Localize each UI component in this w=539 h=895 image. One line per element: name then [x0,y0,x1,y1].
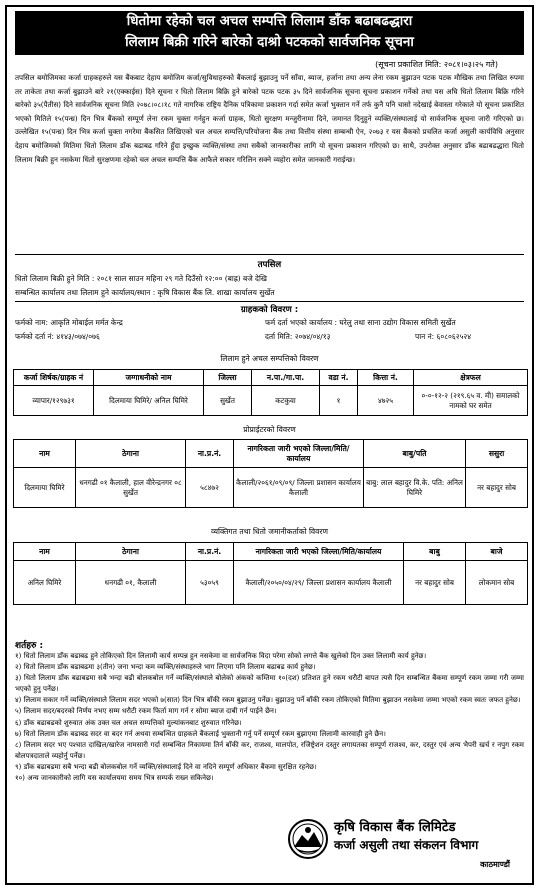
table-cell: अनिल घिमिरे [14,561,76,605]
bank-logo-icon [288,819,328,859]
column-header: ना.प्र.नं. [186,440,234,468]
table-cell: १ [320,386,358,416]
table-cell: व्यापार/१२९७३१ [14,386,94,416]
column-header: नाम [14,543,76,561]
table-header-row [14,543,528,561]
column-header: नागरिकता जारी भएको जिल्ला/मिति/कार्यालय [234,543,404,561]
table-cell: दिलमाया घिमिरे [14,468,76,508]
intro-paragraph: तपसिल बमोजिमका कर्जा ग्राहकहरुले यस बैंकबाट देहाय बमोजिम कर्जा/सुविधाहरुको बैंकलाई बुझाउनु पर्ने साँवा, ब्याज, हर्जाना तथा अन्य लेना रकम बुझाउन पटक पटक मौखिक तथा लिखित रुपमा तर ताकेता तथा कर्जा बुझाउने बारे २१(एक्काईस) दिने सूचना र धितो लिलाम बिक्रि हुने बारेको पटक पटक ३५ दिने सार्वजनिक सूचना सूचना प्रकाशन गर्नेको तथा यस अघि धितो लिलाम बिक्रि गरिने बारेको ३५(पैतीस) दिने सार्वजनिक सूचना मिति २०७८।०८।१८ गते नागरिक राष्ट्रिय दैनिक पत्रिकामा प्रकाशन गर्दा समेत कर्जा भुक्तान गर्ने तर्फ कुनै पनि चासो नदेखाई बेवास्ता गरेकाले यो सूचना प्रकाशित भएको मितिले १५(पन्ध्र) दिन भित्र बैंकको सम्पूर्ण लेना रकम चुक्ता गर्नहुन कर्जा ग्राहक, धितो सुरक्षण मन्जुरीनामा दिने, जमानत दिनुहुने व्यक्ति/संस्थालाई यो सार्वजनिक सूचना जारी गरिएको छ। उल्लेखित १५(पन्ध्र) दिन भित्र कर्जा चुक्ता नगरेमा बैंकसित लिखिएको चल अचल सम्पत्ति/परियोजना बैंक तथा वित्तीय संस्था सम्बन्धी ऐन, २०७३ र यस बैंकको प्रचलित कर्जा असुली कार्यविधि अनुसार देहाय बमोजिमको मितिमा धितो लिलाम डाँक बढाबढ गरिने हुँदा इच्छुक व्यक्ति/संस्था तथा सबैको जानकारीका लागि यो सूचना प्रकाशन गरिएको छ। साथै, उपरोक्त अनुसार डाँक बढाबढद्धारा धितो लिलाम बिक्री हुन नसकेमा धितो सुरक्षणमा रहेको चल अचल सम्पत्ति बैंक आफैले सकार गरिलिन सक्ने व्यहोरा समेत जानकारी गराईन्छ। [15,73,524,164]
column-header: जग्गाधनीको नाम [94,370,204,386]
terms-title: शर्तहरु : [15,641,44,651]
notice-header [15,11,524,55]
column-header: न.पा./गा.पा. [252,370,320,386]
table-cell: नर बहादुर सोब [466,468,528,508]
firm-name: फर्मको नाम: आकृति मोबाईल मर्मत केन्द्र [15,318,123,327]
table-header-row [14,440,528,468]
header-title-line1: धितोमा रहेको चल अचल सम्पत्ति लिलाम डाँक बढाबढद्धारा [126,13,413,29]
table-cell: सुर्खेत [204,386,252,416]
table-row [14,468,528,508]
column-header: नागरिकता जारी भएको जिल्ला/मिति/कार्यालय [234,440,364,468]
table-cell: ४७२५ [358,386,414,416]
tapsil-title: तपसिल [257,260,282,270]
terms-item: ५) लिलाम सदर/बदरको निर्णय नभए सम्म धरौटी रकम फिर्ता माग गर्न र सोमा ब्याज दाबी गर्न पाईने छैन। [15,707,277,716]
column-header: नाम [14,440,76,468]
column-header: ठेगाना [76,543,186,561]
table-cell: ५३०५९ [186,561,234,605]
proprietor-title: प्रोप्राईटरको विवरण [243,425,296,434]
customer-title: ग्राहकको विवरण : [240,305,299,315]
bank-city: काठमाण्डौं [480,860,510,869]
firm-registered-office: फर्म दर्ता भएको कार्यालय : घरेलु तथा साना उद्योग विकास समिती सुर्खेत [265,318,456,327]
table-cell: कैलाली/२०६१/०९/०९/ जिल्ला प्रशासन कार्यालय कैलाली [234,468,364,508]
table-cell: नर बहादुर सोब [404,561,466,605]
terms-item: ६) डाँक बढाबढको शुरुवात अंक उक्त चल अचल सम्पत्तिको मुल्यांकनबाट शुरुवात गरिनेछ। [15,718,242,727]
bank-department: कर्जा असुली तथा संकलन विभाग [334,838,479,852]
column-header: बाबु/पति [364,440,466,468]
terms-item: १०) अन्य जानकारीको लागि यस कार्यालयमा समय भित्र सम्पर्क राख्न सकिनेछ। [15,774,214,783]
guarantor-table [13,542,528,605]
table-cell: बाबु: लाल बहादुर वि.के. पति: अनिल घिमिरे [364,468,466,508]
column-header: जिल्ला [204,370,252,386]
auction-date: धितो लिलाम बिक्री हुने मिति : २०८१ साल साउन महिना २९ गते दिउँसो १२:०० (बाह्र) बजे देखि [15,274,267,283]
terms-item: ८) लिलाम सदर भए पश्चात दाखिल/खारेज नामसारी गर्दा सम्बन्धित निकायमा तिर्न बाँकी कर, राजश्व, मालपोत, रजिष्ट्रेशन दस्तुर लगायतका सम्पूर्ण राजश्व, कर, दस्तुर एवं अन्य भैपरी खर्च र नपुग रकम बोलपत्रदाताले व्यहोर्नु पर्नेछ। [15,740,524,760]
table-cell: धनगढी ०१ कैलाली, हाल वीरेन्द्रनगर ०८ सुर्खेत [76,468,186,508]
column-header: ससुरा [466,440,528,468]
terms-list [15,651,524,784]
terms-item: ४) लिलाम सकार गर्ने व्यक्ति/संस्थाले लिलाम सदर भएको ७(सात) दिन भित्र बाँकी रकम बुझाउनु पर्नेछ। बुझाउनु पर्ने बाँकी रकम तोकिएको मितिमा बुझाउन नसकेमा जम्मा भएको रकम स्वतः जफत हुनेछ। [15,696,521,705]
column-header: ना.प्र.नं. [186,543,234,561]
table-cell: लोकमान सोब [466,561,528,605]
table-cell: ०-०-१२-२ (२१९.६५ व. मी) समालको नामको घर समेत [414,386,528,416]
column-header: वडा नं. [320,370,358,386]
terms-item: २) धितो लिलाम डाँक बढाबढमा ३(तीन) जना भन्दा कम व्यक्ति/संस्थाहरुले भाग लिएमा पनि लिलाम बढाबढ कार्य हुनेछ। [15,663,316,672]
auction-office: सम्बन्धित कार्यालय तथा लिलाम हुने कार्यालय/स्थान : कृषि विकास बैंक लि. शाखा कार्यालय सुर्खेत [15,288,275,297]
table-row [14,561,528,605]
table-cell: धनगढी ०१, कैलाली [76,561,186,605]
firm-reg-no: फर्मको दर्ता नं: ४१४३/०७४/०७६ [15,332,100,341]
property-table [13,369,528,416]
table-row [14,386,528,416]
table-header-row [14,370,528,386]
firm-pan: पान नं: ६०८०६२५२४ [415,332,472,341]
terms-item: १) धितो लिलाम डाँक बढाबढ हुने तोकिएको दिन लिलामी कार्य सम्पन्न हुन नसकेमा वा सार्वजनिक विदा परेमा सोको लगत्ते बैंक खुलेको दिन उक्त लिलामी कार्य हुनेछ। [15,652,427,660]
firm-reg-date: दर्ता मिति: २०७४/०४/१३ [265,332,331,341]
bank-name: कृषि विकास बैंक लिमिटेड [334,820,456,835]
column-header: क्षेत्रफल [414,370,528,386]
property-title: लिलाम हुने अचल सम्पत्तिको विवरण [220,354,319,363]
column-header: कित्ता नं. [358,370,414,386]
divider [15,301,524,302]
table-cell: ५८४७२ [186,468,234,508]
column-header: कर्जा शिर्षक/ग्राहक नं [14,370,94,386]
divider [15,254,524,255]
table-cell: कैलाली/२०५०/०४/२९/ जिल्ला प्रशासन कार्यालय कैलाली [234,561,404,605]
column-header: बाबु [404,543,466,561]
guarantor-title: व्यक्तिगत तथा धितो जमानीकर्ताको विवरण [211,527,328,536]
header-title-line2: लिलाम बिक्री गरिने बारेको दाश्रो पटकको सार्वजनिक सूचना [125,34,414,50]
table-cell: दिलमाया घिमिरे/ अनिल घिमिरे [94,386,204,416]
notice-page [5,5,534,885]
proprietor-table [13,439,528,508]
column-header: बाजे [466,543,528,561]
column-header: ठेगाना [76,440,186,468]
publish-date: (सूचना प्रकाशित मिति: २०८१।०३।२५ गते) [375,60,498,69]
bank-signature-block [288,815,524,877]
terms-item: ७) धितो लिलाम डाँक बढाबढ सदर वा बदर गर्न अथवा सम्बन्धित ग्राहकले बैंकलाई भुक्तानी गर्नु पर्ने सम्पूर्ण रकम बुझाएमा लिलामी कारवाही हुने छैन। [15,729,386,738]
table-cell: कटकुवा [252,386,320,416]
terms-item: ३) धितो लिलाम डाँक बढाबढमा सबै भन्दा बढी बोलकबोल गर्ने व्यक्ति/संस्थाले बोलेको अंकको कम्तिमा १०(दश) प्रतिशत हुने रकम धरौटी बापत त्यसै दिन सम्बन्धित बैंकमा सम्पूर्ण रकम जम्मा गरी जम्मा भएको हुनु पर्नेछ। [15,674,524,694]
terms-item: ९) डाँक बढाबढमा सबै भन्दा बढी बोलकबोल गर्ने व्यक्ति/संस्थालाई दिने वा नदिने सम्पूर्ण अधिकार बैंकमा सुरक्षित रहनेछ। [15,762,317,771]
